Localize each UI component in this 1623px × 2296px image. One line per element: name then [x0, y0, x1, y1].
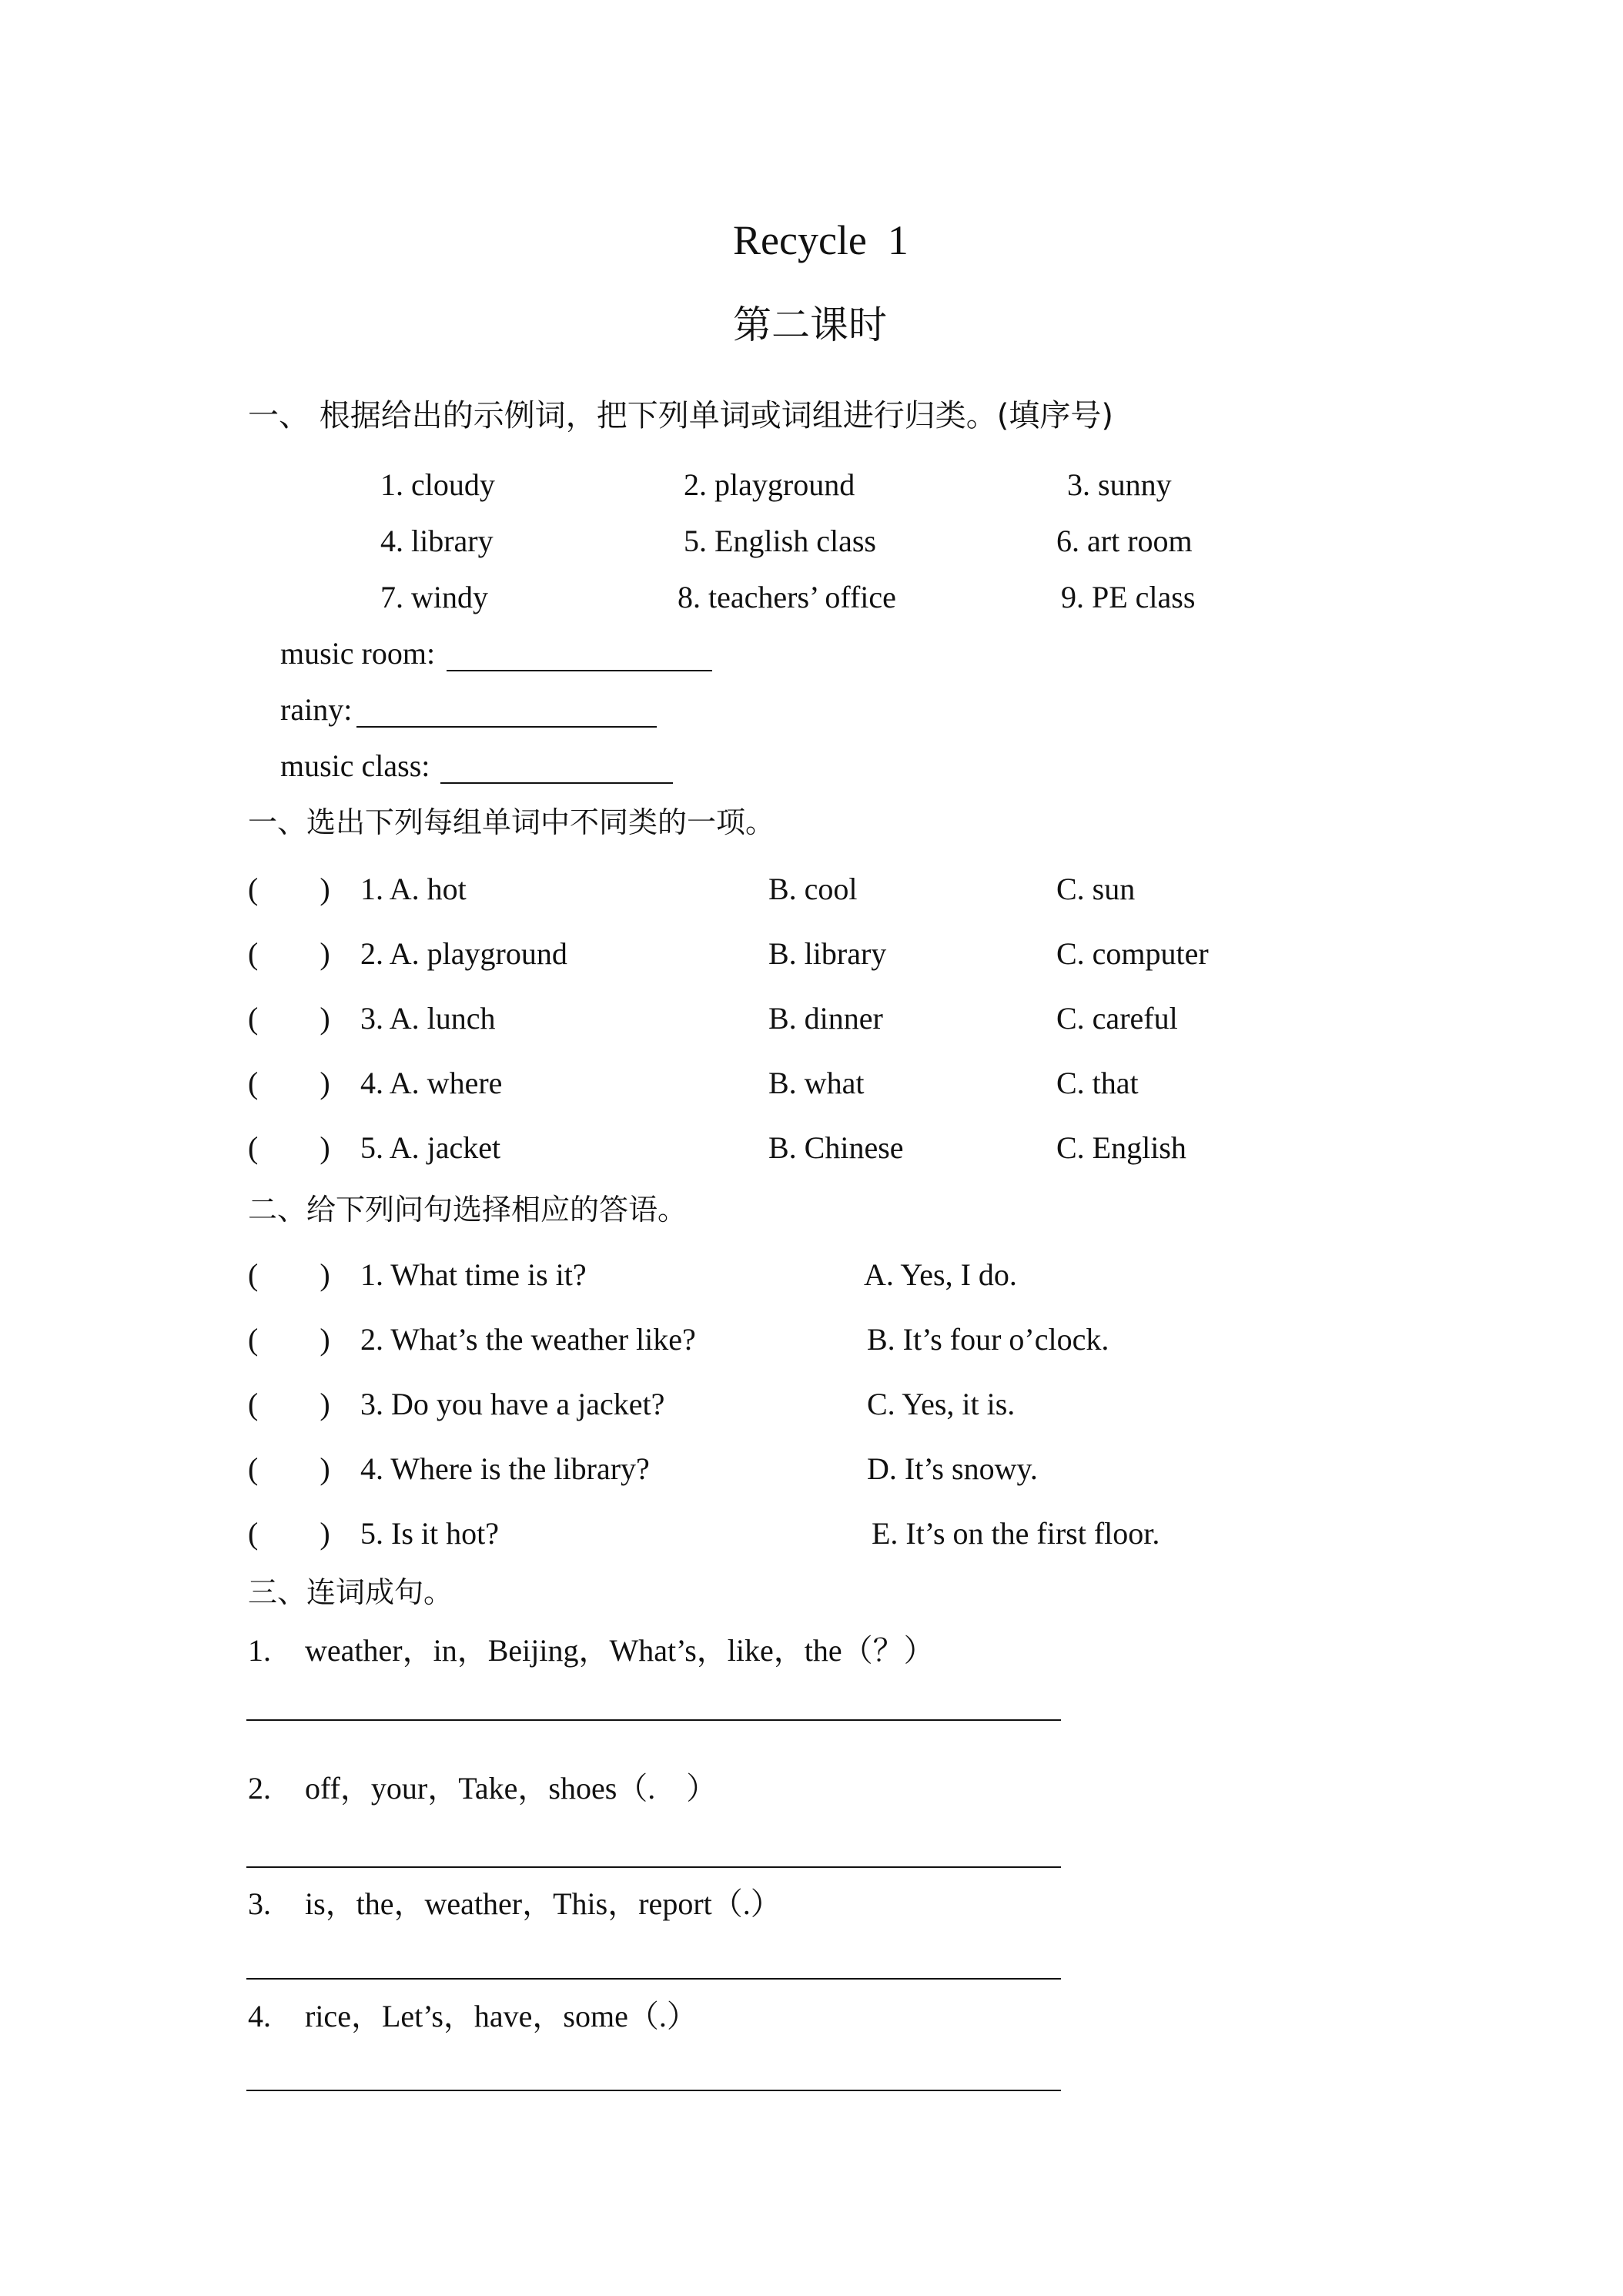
sentence-number: 2.	[248, 1771, 271, 1806]
question-option-a: 4. A. where	[360, 1066, 503, 1100]
sentence-number: 3.	[248, 1886, 271, 1921]
answer-bracket[interactable]: ( )	[248, 936, 330, 971]
category-blank[interactable]	[440, 782, 673, 784]
category-label: music room:	[280, 636, 436, 671]
scrambled-words: weather，in，Beijing，What’s，like，the（？）	[305, 1633, 935, 1668]
question-text: 1. What time is it?	[360, 1257, 587, 1292]
sentence-number: 4.	[248, 1999, 271, 2033]
section3-heading: 二、给下列问句选择相应的答语。	[248, 1193, 688, 1227]
question-option-b: B. cool	[768, 872, 858, 906]
question-text: 4. Where is the library?	[360, 1451, 650, 1486]
sentence-number: 1.	[248, 1633, 271, 1668]
question-option-c: C. careful	[1056, 1001, 1178, 1036]
word-item: 2. playground	[684, 467, 855, 502]
page-title: Recycle 1	[733, 217, 909, 263]
word-item: 9. PE class	[1061, 580, 1196, 614]
answer-bracket[interactable]: ( )	[248, 1451, 330, 1486]
section4-heading: 三、连词成句。	[248, 1575, 453, 1609]
answer-line[interactable]	[246, 1866, 1061, 1868]
word-item: 4. library	[380, 524, 494, 558]
category-blank[interactable]	[447, 670, 712, 671]
answer-bracket[interactable]: ( )	[248, 1257, 330, 1292]
category-blank[interactable]	[356, 726, 657, 728]
category-label: rainy:	[280, 692, 353, 727]
answer-bracket[interactable]: ( )	[248, 1387, 330, 1421]
question-option-c: C. English	[1056, 1130, 1186, 1165]
question-option-c: C. sun	[1056, 872, 1136, 906]
answer-bracket[interactable]: ( )	[248, 1130, 330, 1165]
category-label: music class:	[280, 748, 430, 783]
answer-bracket[interactable]: ( )	[248, 1322, 330, 1357]
answer-line[interactable]	[246, 1719, 1061, 1721]
word-item: 1. cloudy	[380, 467, 495, 502]
word-item: 3. sunny	[1067, 467, 1172, 502]
question-text: 3. Do you have a jacket?	[360, 1387, 665, 1421]
scrambled-words: is，the，weather，This，report（.）	[305, 1886, 781, 1921]
answer-option: A. Yes, I do.	[864, 1257, 1017, 1292]
question-option-c: C. computer	[1056, 936, 1209, 971]
page-subtitle: 第二课时	[733, 303, 887, 347]
word-item: 5. English class	[684, 524, 876, 558]
answer-bracket[interactable]: ( )	[248, 872, 330, 906]
section2-heading: 一、选出下列每组单词中不同类的一项。	[248, 805, 775, 839]
answer-line[interactable]	[246, 2090, 1061, 2091]
question-option-a: 5. A. jacket	[360, 1130, 501, 1165]
question-option-a: 2. A. playground	[360, 936, 567, 971]
answer-line[interactable]	[246, 1978, 1061, 1980]
question-text: 2. What’s the weather like?	[360, 1322, 696, 1357]
answer-option: B. It’s four o’clock.	[867, 1322, 1109, 1357]
word-item: 8. teachers’ office	[678, 580, 896, 614]
question-option-b: B. Chinese	[768, 1130, 904, 1165]
word-item: 7. windy	[380, 580, 488, 614]
scrambled-words: off，your，Take，shoes（. ）	[305, 1771, 718, 1806]
answer-option: C. Yes, it is.	[867, 1387, 1016, 1421]
question-option-c: C. that	[1056, 1066, 1139, 1100]
answer-option: E. It’s on the first floor.	[872, 1516, 1160, 1551]
answer-option: D. It’s snowy.	[867, 1451, 1038, 1486]
answer-bracket[interactable]: ( )	[248, 1066, 330, 1100]
question-option-a: 1. A. hot	[360, 872, 467, 906]
scrambled-words: rice，Let’s，have，some（.）	[305, 1999, 698, 2033]
question-option-a: 3. A. lunch	[360, 1001, 496, 1036]
question-text: 5. Is it hot?	[360, 1516, 499, 1551]
question-option-b: B. dinner	[768, 1001, 883, 1036]
section1-heading: 一、 根据给出的示例词，把下列单词或词组进行归类。(填序号)	[248, 398, 1113, 433]
word-item: 6. art room	[1056, 524, 1193, 558]
answer-bracket[interactable]: ( )	[248, 1516, 330, 1551]
answer-bracket[interactable]: ( )	[248, 1001, 330, 1036]
question-option-b: B. what	[768, 1066, 865, 1100]
question-option-b: B. library	[768, 936, 887, 971]
